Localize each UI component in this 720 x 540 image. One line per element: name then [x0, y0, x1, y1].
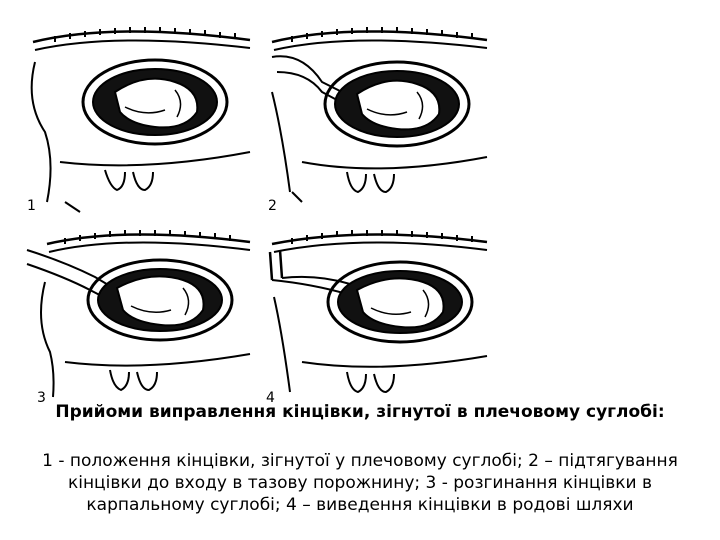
illustration-panel-3 [25, 222, 257, 412]
panel-label-1: 1 [27, 198, 36, 214]
caption-title: Прийоми виправлення кінцівки, зігнутої в плечовому суглобі: [55, 402, 665, 422]
caption-body: 1 - положення кінцівки, зігнутої у плечовому суглобі; 2 – підтягування кінцівки до входу в тазову порожнину; 3 - розгинання кінцівки в карпальному суглобі; 4 – виведення кінцівки в родові шляхи [42, 451, 678, 515]
illustration-panel-1 [25, 12, 257, 220]
panel-label-4: 4 [266, 390, 275, 406]
illustration-panel-2 [262, 12, 494, 220]
illustration-panel-4 [262, 222, 494, 412]
panel-label-3: 3 [37, 390, 46, 406]
panel-label-2: 2 [268, 198, 277, 214]
